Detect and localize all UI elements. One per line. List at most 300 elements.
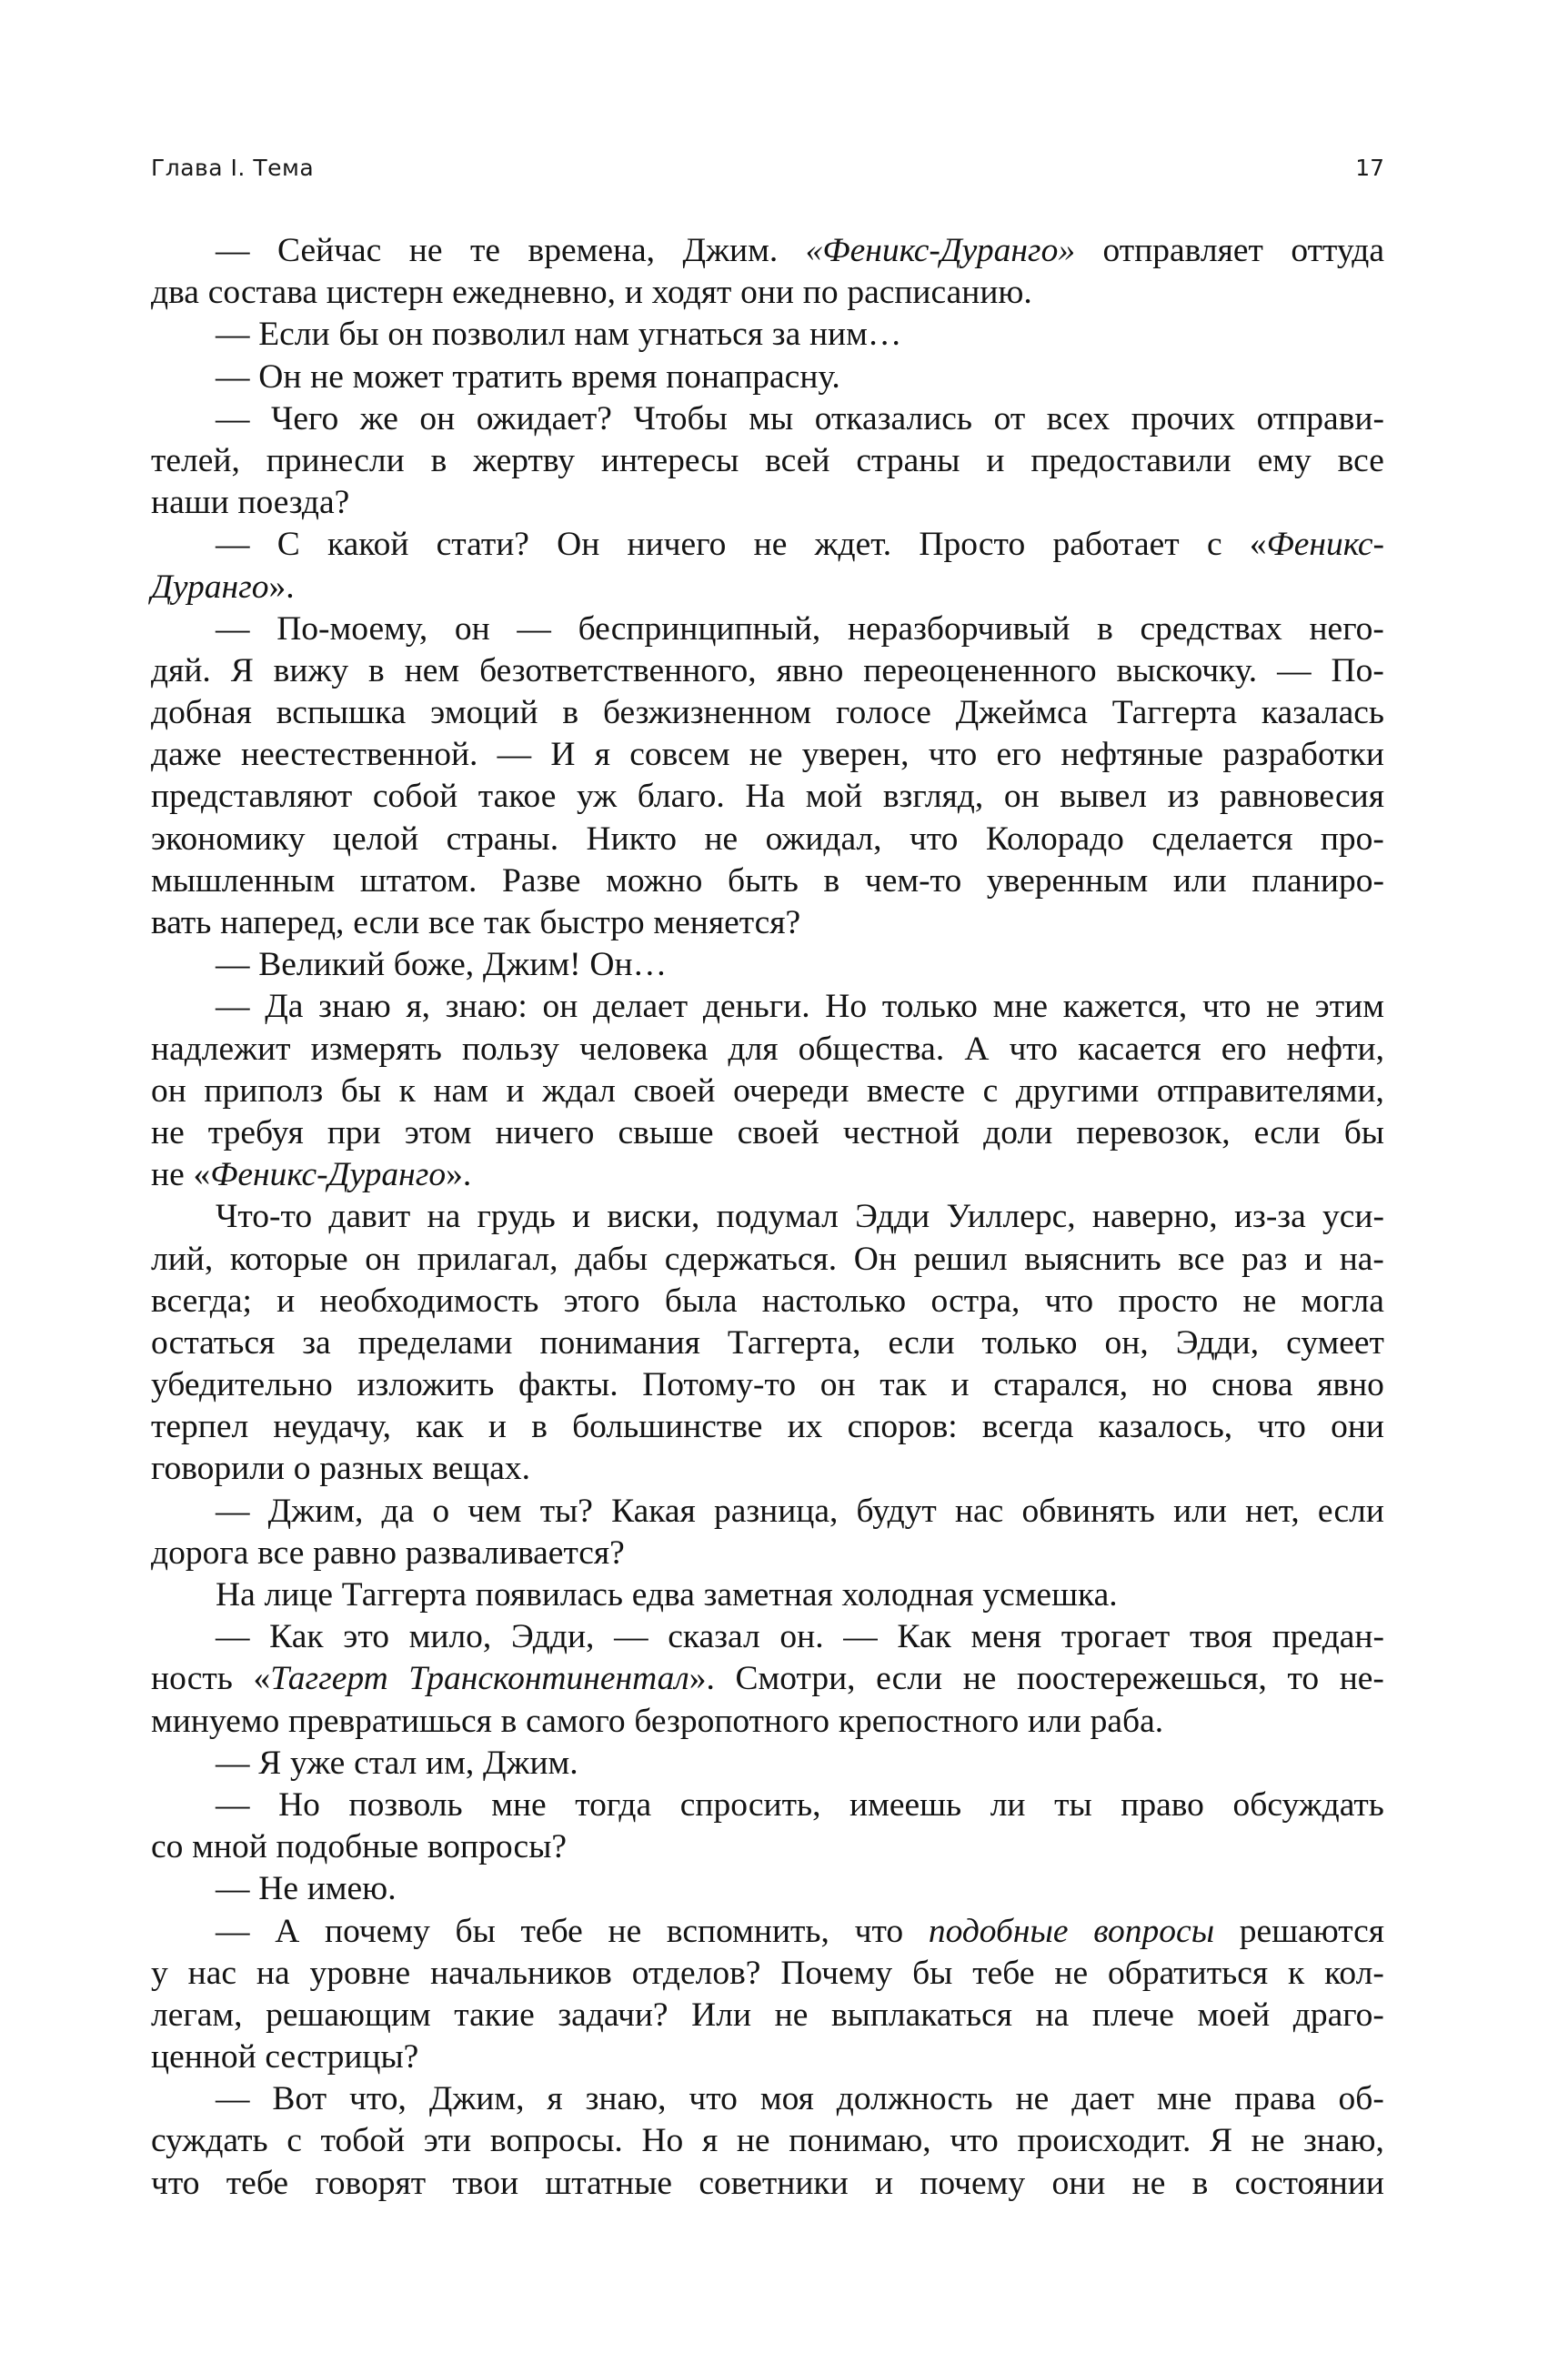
word: — [216, 526, 250, 564]
word: кол- [1324, 1954, 1384, 1992]
word: — [517, 609, 551, 648]
word: этого [563, 1282, 640, 1320]
word: права [1234, 2080, 1316, 2118]
word: обвинять [1021, 1492, 1155, 1530]
word: да [381, 1492, 415, 1530]
word: в [531, 1408, 548, 1446]
word: прилагал, [417, 1240, 558, 1278]
word: Потому-то [642, 1366, 797, 1404]
text-line [151, 314, 1384, 356]
word: своей [633, 1071, 716, 1110]
word: — [1277, 651, 1312, 689]
word: поезда? [237, 484, 350, 522]
word: Как [897, 1618, 951, 1656]
word: остаться [151, 1323, 276, 1362]
word: лий, [151, 1240, 214, 1278]
word: ли [990, 1785, 1026, 1824]
word: и [1304, 1240, 1323, 1278]
word: угнаться [638, 316, 764, 354]
word: экономику [151, 820, 306, 858]
word: Колорадо [985, 820, 1124, 858]
word: он [819, 1366, 856, 1404]
word: так [879, 1366, 927, 1404]
word: равновесия [1220, 778, 1384, 816]
text-line [151, 272, 1384, 314]
word: для [728, 1030, 779, 1068]
word: своей [737, 1113, 819, 1151]
word: легам, [151, 1996, 243, 2034]
word: моей [1197, 1996, 1271, 2034]
word: это [343, 1618, 389, 1656]
word: него- [1309, 609, 1384, 648]
word: к [1287, 1954, 1305, 1992]
word: давит [328, 1198, 411, 1236]
word: не [151, 1156, 185, 1194]
word: позволь [348, 1785, 463, 1824]
word: что [1009, 1030, 1059, 1068]
word: бы [912, 1954, 953, 1992]
word: терпел [151, 1408, 249, 1446]
word: большинстве [572, 1408, 763, 1446]
word: не [310, 357, 344, 396]
word: казалось, [1098, 1408, 1233, 1446]
word: дает [1071, 2080, 1134, 2118]
word: разных [319, 1450, 424, 1488]
word: Джеймса [955, 694, 1088, 732]
word: вижу [273, 651, 349, 689]
word: и [624, 274, 643, 312]
word: ность [151, 1660, 233, 1698]
word: — [216, 357, 250, 396]
word: мне [1156, 2080, 1212, 2118]
word: только [881, 988, 978, 1026]
word: состава [207, 274, 318, 312]
word: стал [354, 1744, 417, 1782]
word: Как [269, 1618, 324, 1656]
word: оттуда [1291, 232, 1384, 269]
text-line [151, 776, 1384, 818]
text-line [151, 482, 1384, 524]
word: или [1172, 861, 1227, 900]
text-line [151, 1281, 1384, 1322]
text-line [151, 1574, 1384, 1616]
word: лице [264, 1576, 333, 1614]
word: ходят [651, 274, 732, 312]
word: понимания [539, 1323, 700, 1362]
word: я [701, 2122, 719, 2160]
word: нас [187, 1954, 236, 1992]
word: на [256, 1954, 290, 1992]
word: боже, [393, 946, 475, 984]
word: те [469, 232, 501, 269]
word: убедительно [151, 1366, 333, 1404]
word: о [432, 1492, 450, 1530]
text-line [151, 2078, 1384, 2120]
word: такое [477, 778, 557, 816]
text-line [151, 230, 1384, 272]
word: состоянии [1234, 2164, 1384, 2202]
word: тогда [575, 1785, 652, 1824]
word: факты. [518, 1366, 618, 1404]
text-line [151, 1029, 1384, 1071]
word: по [802, 274, 839, 312]
word: мной [192, 1828, 267, 1866]
word: — [216, 1618, 250, 1656]
word: чем-то [864, 861, 962, 900]
word: и [874, 2164, 894, 2202]
word: нефтяные [1060, 736, 1204, 774]
word: должность [836, 2080, 993, 2118]
chapter-title: Глава I. Тема [151, 155, 315, 181]
word: явно [1317, 1366, 1384, 1404]
text-line [151, 1953, 1384, 1995]
word: об- [1338, 2080, 1384, 2118]
text-line [151, 650, 1384, 692]
word: Он [853, 1240, 897, 1278]
word: в [562, 694, 579, 732]
word: страны. [446, 820, 559, 858]
word: всей [765, 441, 830, 479]
word: телей, [151, 441, 240, 479]
word: изложить [357, 1366, 495, 1404]
word: ежедневно, [452, 274, 617, 312]
word: усмешка. [982, 1576, 1118, 1614]
word: «Феникс- [1249, 526, 1384, 564]
word: его [1221, 1030, 1267, 1068]
word: не [1131, 2164, 1166, 2202]
word: бы [340, 1071, 382, 1110]
word: требуя [207, 1113, 304, 1151]
text-line [151, 1785, 1384, 1826]
word: раба. [1090, 1702, 1164, 1740]
word: не [1251, 2122, 1285, 2160]
word: «Феникс-Дуранго». [193, 1156, 472, 1194]
word: с [286, 2122, 302, 2160]
word: он [365, 1240, 401, 1278]
word: разработки [1222, 736, 1384, 774]
word: Сейчас [276, 232, 382, 269]
text-line [151, 440, 1384, 482]
word: сумеет [1286, 1323, 1384, 1362]
word: о [293, 1450, 311, 1488]
text-line [151, 2120, 1384, 2162]
text-line [151, 1239, 1384, 1281]
word: знаю, [585, 2080, 667, 2118]
word: в [368, 651, 385, 689]
word: переоцененного [863, 651, 1097, 689]
text-line [151, 2036, 1384, 2078]
word: он [151, 1071, 186, 1110]
text-line [151, 819, 1384, 860]
word: времена, [528, 232, 656, 269]
word: выплакаться [830, 1996, 1012, 2034]
word: эмоций [430, 694, 538, 732]
word: что [950, 2122, 999, 2160]
word: он [542, 988, 578, 1026]
word: кажется, [1062, 988, 1188, 1026]
word: бы [1343, 1113, 1384, 1151]
word: ним… [809, 316, 902, 354]
text-line [151, 1448, 1384, 1490]
word: И [550, 736, 576, 774]
word: Джим. [682, 232, 779, 269]
text-line [151, 1071, 1384, 1112]
word: честной [842, 1113, 960, 1151]
word: с [982, 1071, 999, 1110]
word: Если [258, 316, 330, 354]
word: доли [983, 1113, 1053, 1151]
word: на [1035, 1996, 1070, 2034]
word: сестрицы? [265, 2038, 419, 2076]
word: снова [1211, 1366, 1293, 1404]
word: принесли [266, 441, 405, 479]
word: драго- [1292, 1996, 1384, 2034]
text-line [151, 1868, 1384, 1910]
word: решаются [1239, 1912, 1384, 1950]
word: бы [455, 1912, 496, 1950]
word: он. [779, 1618, 824, 1656]
word: тебе [520, 1912, 583, 1950]
text-line [151, 1701, 1384, 1743]
word: отправи- [1256, 399, 1384, 437]
word: наперед, [220, 904, 345, 941]
word: только [981, 1323, 1078, 1362]
word: уже [290, 1744, 346, 1782]
word: появилась [475, 1576, 623, 1614]
word: безжизненном [602, 694, 812, 732]
word: им, [426, 1744, 475, 1782]
word: С [276, 526, 300, 564]
word: вопросы? [427, 1828, 568, 1866]
word: из [1167, 778, 1200, 816]
word: наши [151, 484, 229, 522]
word: быть [728, 861, 799, 900]
text-line [151, 1154, 1384, 1196]
word: уверенным [986, 861, 1149, 900]
text-line [151, 1995, 1384, 2036]
word: всегда; [151, 1282, 252, 1320]
word: отделов? [631, 1954, 761, 1992]
word: знаю [318, 988, 391, 1026]
word: за [302, 1323, 331, 1362]
word: к [398, 1071, 416, 1110]
word: ожидает? [476, 399, 612, 437]
word: не [1054, 1954, 1089, 1992]
word: про- [1320, 820, 1384, 858]
word: — [216, 2080, 250, 2118]
word: быстро [539, 904, 645, 941]
word: на- [1339, 1240, 1384, 1278]
word: все [427, 904, 476, 941]
word: — [497, 736, 532, 774]
word: Джим. [482, 1744, 578, 1782]
word: с [1206, 526, 1222, 564]
word: но [1151, 1366, 1188, 1404]
word: даже [151, 736, 222, 774]
word: он [454, 609, 490, 648]
word: он [1003, 778, 1040, 816]
word: Эдди, [510, 1618, 595, 1656]
word: в [823, 861, 840, 900]
word: нем [404, 651, 460, 689]
word: и [506, 1071, 525, 1110]
word: — [216, 988, 250, 1026]
word: остра, [930, 1282, 1020, 1320]
word: Трансконтинентал». [408, 1660, 715, 1698]
word: этом [404, 1113, 472, 1151]
word: не [774, 1996, 809, 2034]
word: Дуранго». [151, 568, 295, 606]
word: его [996, 736, 1042, 774]
text-line [151, 1364, 1384, 1406]
word: совсем [629, 736, 730, 774]
word: — [216, 1912, 250, 1950]
word: мило, [408, 1618, 492, 1656]
word: — [216, 1870, 250, 1908]
word: неудачу, [273, 1408, 392, 1446]
word: Джим, [267, 1492, 364, 1530]
word: предан- [1271, 1618, 1384, 1656]
word: если [888, 1323, 955, 1362]
word: Джим, [428, 2080, 525, 2118]
word: измерять [310, 1030, 442, 1068]
word: решил [913, 1240, 1008, 1278]
word: едва [631, 1576, 695, 1614]
word: происходит. [1017, 2122, 1191, 2160]
word: всегда [981, 1408, 1074, 1446]
word: разница, [713, 1492, 839, 1530]
word: цистерн [326, 274, 444, 312]
word: настолько [761, 1282, 907, 1320]
word: ничего [627, 526, 727, 564]
word: что [854, 1912, 904, 1950]
word: он [387, 316, 424, 354]
word: — [216, 946, 250, 984]
word: выскочку. [1116, 651, 1258, 689]
word: Таггерта [1111, 694, 1237, 732]
text-line [151, 1406, 1384, 1448]
word: разваливается? [405, 1533, 625, 1572]
word: человека [578, 1030, 709, 1068]
word: вместе [867, 1071, 966, 1110]
word: почему [920, 2164, 1026, 2202]
word: тобой [320, 2122, 406, 2160]
word: если [876, 1660, 943, 1698]
word: если [1317, 1492, 1384, 1530]
word: пользу [461, 1030, 559, 1068]
word: общества. [798, 1030, 945, 1068]
word: Никто [586, 820, 678, 858]
word: не [753, 526, 788, 564]
word: сказал [668, 1618, 760, 1656]
word: не [1015, 2080, 1050, 2118]
word: уровне [309, 1954, 411, 1992]
word: и [986, 441, 1005, 479]
word: На [745, 778, 786, 816]
word: грудь [477, 1198, 556, 1236]
word: не [1266, 988, 1300, 1026]
word: представляют [151, 778, 353, 816]
word: интересы [600, 441, 739, 479]
word: безропотного [634, 1702, 830, 1740]
word: и [950, 1366, 970, 1404]
word: твоя [1189, 1618, 1253, 1656]
word: неестественной. [241, 736, 478, 774]
word: твои [452, 2164, 519, 2202]
word: не [1242, 1282, 1277, 1320]
word: может [352, 357, 444, 396]
word: они [1051, 2164, 1106, 2202]
word: страны [856, 441, 960, 479]
word: в [500, 1702, 518, 1740]
word: целой [332, 820, 419, 858]
word: при [327, 1113, 381, 1151]
word: не- [1339, 1660, 1384, 1698]
word: Таггерта [341, 1576, 467, 1614]
word: заметная [703, 1576, 833, 1614]
word: плече [1091, 1996, 1174, 2034]
word: подобные [928, 1912, 1069, 1950]
word: сделается [1151, 820, 1293, 858]
word: дяй. [151, 651, 211, 689]
word: вопросы. [489, 2122, 623, 2160]
word: ты [1054, 1785, 1092, 1824]
word: Смотри, [735, 1660, 856, 1698]
word: жертву [473, 441, 576, 479]
word: мой [805, 778, 863, 816]
word: Чтобы [633, 399, 728, 437]
word: то [1287, 1660, 1320, 1698]
word: Вот [272, 2080, 327, 2118]
word: надлежит [151, 1030, 291, 1068]
running-head [151, 155, 1384, 186]
word: — [216, 232, 250, 269]
word: которые [229, 1240, 348, 1278]
word: уси- [1322, 1198, 1384, 1236]
word: что [909, 820, 959, 858]
word: что [1201, 988, 1251, 1026]
word: работает [1052, 526, 1180, 564]
word: или [1173, 1492, 1227, 1530]
word: в [430, 441, 447, 479]
word: перевозок, [1076, 1113, 1231, 1151]
text-line [151, 692, 1384, 734]
word: Я [258, 1744, 282, 1782]
word: Я [230, 651, 254, 689]
text-line [151, 1112, 1384, 1154]
word: нам [574, 316, 629, 354]
word: Какая [611, 1492, 696, 1530]
word: средствах [1140, 609, 1282, 648]
word: со [151, 1828, 184, 1866]
word: Он… [589, 946, 668, 984]
word: — [843, 1618, 878, 1656]
word: тратить [452, 357, 563, 396]
word: Он [557, 526, 600, 564]
word: вспышка [276, 694, 407, 732]
word: беспринципный, [578, 609, 821, 648]
word: виски, [607, 1198, 700, 1236]
word: ценной [151, 2038, 256, 2076]
word: минуемо [151, 1702, 280, 1740]
word: подумал [716, 1198, 839, 1236]
text-line [151, 1743, 1384, 1785]
word: — [216, 1785, 250, 1824]
word: не [608, 1912, 642, 1950]
word: ждет. [814, 526, 892, 564]
word: все [1337, 441, 1384, 479]
word: собой [372, 778, 458, 816]
